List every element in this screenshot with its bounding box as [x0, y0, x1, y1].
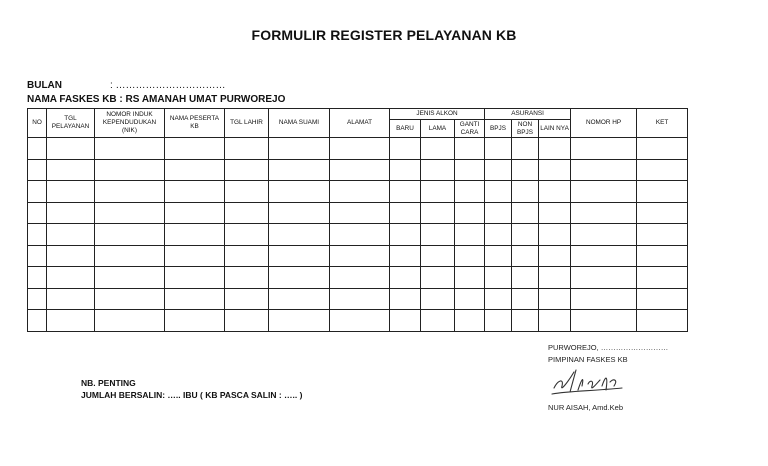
table-cell[interactable] — [225, 288, 269, 310]
table-cell[interactable] — [455, 245, 485, 267]
table-cell[interactable] — [47, 202, 95, 224]
table-cell[interactable] — [95, 202, 165, 224]
note-text: JUMLAH BERSALIN: ….. IBU ( KB PASCA SALIN : ….. ) — [81, 390, 303, 400]
table-cell[interactable] — [539, 245, 571, 267]
table-cell[interactable] — [330, 267, 390, 289]
table-cell[interactable] — [47, 159, 95, 181]
col-bpjs: BPJS — [485, 120, 512, 138]
col-baru: BARU — [390, 120, 421, 138]
table-row — [28, 310, 688, 332]
table-cell[interactable] — [637, 288, 688, 310]
table-cell[interactable] — [485, 267, 512, 289]
table-cell[interactable] — [390, 310, 421, 332]
table-cell[interactable] — [330, 181, 390, 203]
bulan-value: : …………………………… — [110, 80, 226, 91]
table-cell[interactable] — [225, 267, 269, 289]
register-body — [28, 138, 688, 332]
table-cell[interactable] — [269, 181, 330, 203]
table-cell[interactable] — [455, 224, 485, 246]
table-cell[interactable] — [330, 138, 390, 160]
col-ganti-cara: GANTI CARA — [455, 120, 485, 138]
table-cell[interactable] — [165, 267, 225, 289]
table-cell[interactable] — [47, 224, 95, 246]
col-lama: LAMA — [421, 120, 455, 138]
table-cell[interactable] — [421, 245, 455, 267]
table-cell[interactable] — [390, 224, 421, 246]
table-cell[interactable] — [485, 159, 512, 181]
table-cell[interactable] — [225, 224, 269, 246]
signer-role: PIMPINAN FASKES KB — [548, 355, 628, 364]
table-cell[interactable] — [47, 138, 95, 160]
col-nama-suami: NAMA SUAMI — [269, 109, 330, 138]
table-cell[interactable] — [95, 159, 165, 181]
table-cell[interactable] — [421, 224, 455, 246]
table-cell[interactable] — [47, 245, 95, 267]
table-cell[interactable] — [330, 202, 390, 224]
col-nomor-hp: NOMOR HP — [571, 109, 637, 138]
table-cell[interactable] — [95, 288, 165, 310]
table-cell[interactable] — [28, 138, 47, 160]
table-row — [28, 202, 688, 224]
table-cell[interactable] — [485, 181, 512, 203]
table-cell[interactable] — [225, 138, 269, 160]
table-cell[interactable] — [330, 288, 390, 310]
table-cell[interactable] — [455, 138, 485, 160]
table-cell[interactable] — [390, 202, 421, 224]
table-cell[interactable] — [95, 138, 165, 160]
table-cell[interactable] — [539, 181, 571, 203]
table-row — [28, 138, 688, 160]
table-cell[interactable] — [390, 181, 421, 203]
signature-image — [548, 364, 626, 402]
table-cell[interactable] — [571, 159, 637, 181]
table-cell[interactable] — [47, 288, 95, 310]
table-cell[interactable] — [539, 224, 571, 246]
table-row — [28, 267, 688, 289]
table-cell[interactable] — [47, 310, 95, 332]
table-cell[interactable] — [165, 138, 225, 160]
bulan-row — [27, 80, 226, 91]
table-cell[interactable] — [637, 159, 688, 181]
table-cell[interactable] — [95, 310, 165, 332]
table-cell[interactable] — [421, 202, 455, 224]
table-cell[interactable] — [421, 159, 455, 181]
table-cell[interactable] — [269, 310, 330, 332]
faskes-value: : RS AMANAH UMAT PURWOREJO — [119, 94, 286, 105]
table-cell[interactable] — [269, 267, 330, 289]
table-cell[interactable] — [269, 202, 330, 224]
table-cell[interactable] — [390, 138, 421, 160]
table-cell[interactable] — [485, 310, 512, 332]
table-cell[interactable] — [571, 138, 637, 160]
table-cell[interactable] — [485, 224, 512, 246]
table-row — [28, 224, 688, 246]
table-cell[interactable] — [165, 288, 225, 310]
table-cell[interactable] — [165, 202, 225, 224]
table-cell[interactable] — [47, 267, 95, 289]
table-cell[interactable] — [512, 138, 539, 160]
table-cell[interactable] — [28, 310, 47, 332]
table-row — [28, 181, 688, 203]
table-cell[interactable] — [512, 224, 539, 246]
faskes-label: NAMA FASKES KB — [27, 94, 117, 105]
table-cell[interactable] — [330, 245, 390, 267]
table-cell[interactable] — [539, 288, 571, 310]
table-cell[interactable] — [485, 245, 512, 267]
table-cell[interactable] — [455, 288, 485, 310]
table-cell[interactable] — [421, 310, 455, 332]
table-cell[interactable] — [225, 245, 269, 267]
table-cell[interactable] — [485, 202, 512, 224]
register-table — [27, 108, 688, 332]
table-cell[interactable] — [95, 181, 165, 203]
col-asuransi: ASURANSI — [485, 109, 571, 120]
table-cell[interactable] — [637, 138, 688, 160]
table-cell[interactable] — [28, 267, 47, 289]
table-cell[interactable] — [421, 288, 455, 310]
table-cell[interactable] — [165, 159, 225, 181]
table-cell[interactable] — [28, 159, 47, 181]
table-cell[interactable] — [455, 267, 485, 289]
table-cell[interactable] — [390, 267, 421, 289]
table-cell[interactable] — [637, 181, 688, 203]
table-cell[interactable] — [269, 245, 330, 267]
table-cell[interactable] — [571, 181, 637, 203]
table-cell[interactable] — [571, 202, 637, 224]
table-cell[interactable] — [28, 181, 47, 203]
table-row — [28, 245, 688, 267]
table-cell[interactable] — [485, 138, 512, 160]
table-cell[interactable] — [512, 310, 539, 332]
table-cell[interactable] — [165, 181, 225, 203]
signer-name: NUR AISAH, Amd.Keb — [548, 403, 624, 412]
form-title: FORMULIR REGISTER PELAYANAN KB — [251, 27, 517, 43]
table-cell[interactable] — [512, 202, 539, 224]
col-tgl-pelayanan: TGL PELAYANAN — [47, 109, 95, 138]
table-cell[interactable] — [571, 245, 637, 267]
table-cell[interactable] — [637, 202, 688, 224]
col-lain-nya: LAIN NYA — [539, 120, 571, 138]
table-cell[interactable] — [455, 202, 485, 224]
table-cell[interactable] — [512, 245, 539, 267]
col-nama-peserta: NAMA PESERTA KB — [165, 109, 225, 138]
table-cell[interactable] — [421, 138, 455, 160]
table-cell[interactable] — [571, 288, 637, 310]
table-cell[interactable] — [512, 159, 539, 181]
table-cell[interactable] — [330, 224, 390, 246]
col-nik: NOMOR INDUK KEPENDUDUKAN (NIK) — [95, 109, 165, 138]
table-cell[interactable] — [28, 202, 47, 224]
table-cell[interactable] — [512, 267, 539, 289]
table-cell[interactable] — [28, 224, 47, 246]
table-cell[interactable] — [390, 288, 421, 310]
table-cell[interactable] — [455, 159, 485, 181]
table-row — [28, 288, 688, 310]
faskes-row — [27, 94, 285, 105]
table-cell[interactable] — [539, 138, 571, 160]
table-cell[interactable] — [269, 224, 330, 246]
col-alamat: ALAMAT — [330, 109, 390, 138]
table-cell[interactable] — [512, 288, 539, 310]
table-cell[interactable] — [571, 224, 637, 246]
table-cell[interactable] — [330, 159, 390, 181]
col-ket: KET — [637, 109, 688, 138]
table-cell[interactable] — [539, 267, 571, 289]
table-row — [28, 159, 688, 181]
table-cell[interactable] — [225, 202, 269, 224]
table-cell[interactable] — [421, 181, 455, 203]
note-title: NB. PENTING — [81, 378, 136, 388]
table-cell[interactable] — [269, 159, 330, 181]
table-cell[interactable] — [390, 159, 421, 181]
table-cell[interactable] — [637, 224, 688, 246]
col-jenis-alkon: JENIS ALKON — [390, 109, 485, 120]
place-date: PURWOREJO, ……………………… — [548, 343, 669, 352]
table-cell[interactable] — [637, 310, 688, 332]
col-no: NO — [28, 109, 47, 138]
table-cell[interactable] — [485, 288, 512, 310]
table-cell[interactable] — [225, 181, 269, 203]
table-cell[interactable] — [330, 310, 390, 332]
table-cell[interactable] — [95, 224, 165, 246]
table-cell[interactable] — [47, 181, 95, 203]
table-cell[interactable] — [165, 245, 225, 267]
table-cell[interactable] — [539, 202, 571, 224]
table-cell[interactable] — [571, 310, 637, 332]
col-tgl-lahir: TGL LAHIR — [225, 109, 269, 138]
bulan-label: BULAN — [27, 80, 62, 91]
table-cell[interactable] — [421, 267, 455, 289]
col-non-bpjs: NON BPJS — [512, 120, 539, 138]
table-cell[interactable] — [95, 267, 165, 289]
table-cell[interactable] — [28, 288, 47, 310]
table-cell[interactable] — [165, 224, 225, 246]
table-cell[interactable] — [455, 181, 485, 203]
table-cell[interactable] — [390, 245, 421, 267]
table-cell[interactable] — [637, 267, 688, 289]
table-cell[interactable] — [539, 310, 571, 332]
table-cell[interactable] — [269, 138, 330, 160]
table-cell[interactable] — [95, 245, 165, 267]
table-cell[interactable] — [571, 267, 637, 289]
table-cell[interactable] — [637, 245, 688, 267]
table-cell[interactable] — [225, 310, 269, 332]
table-cell[interactable] — [225, 159, 269, 181]
table-cell[interactable] — [269, 288, 330, 310]
table-cell[interactable] — [165, 310, 225, 332]
table-cell[interactable] — [28, 245, 47, 267]
table-cell[interactable] — [539, 159, 571, 181]
table-cell[interactable] — [455, 310, 485, 332]
table-cell[interactable] — [512, 181, 539, 203]
